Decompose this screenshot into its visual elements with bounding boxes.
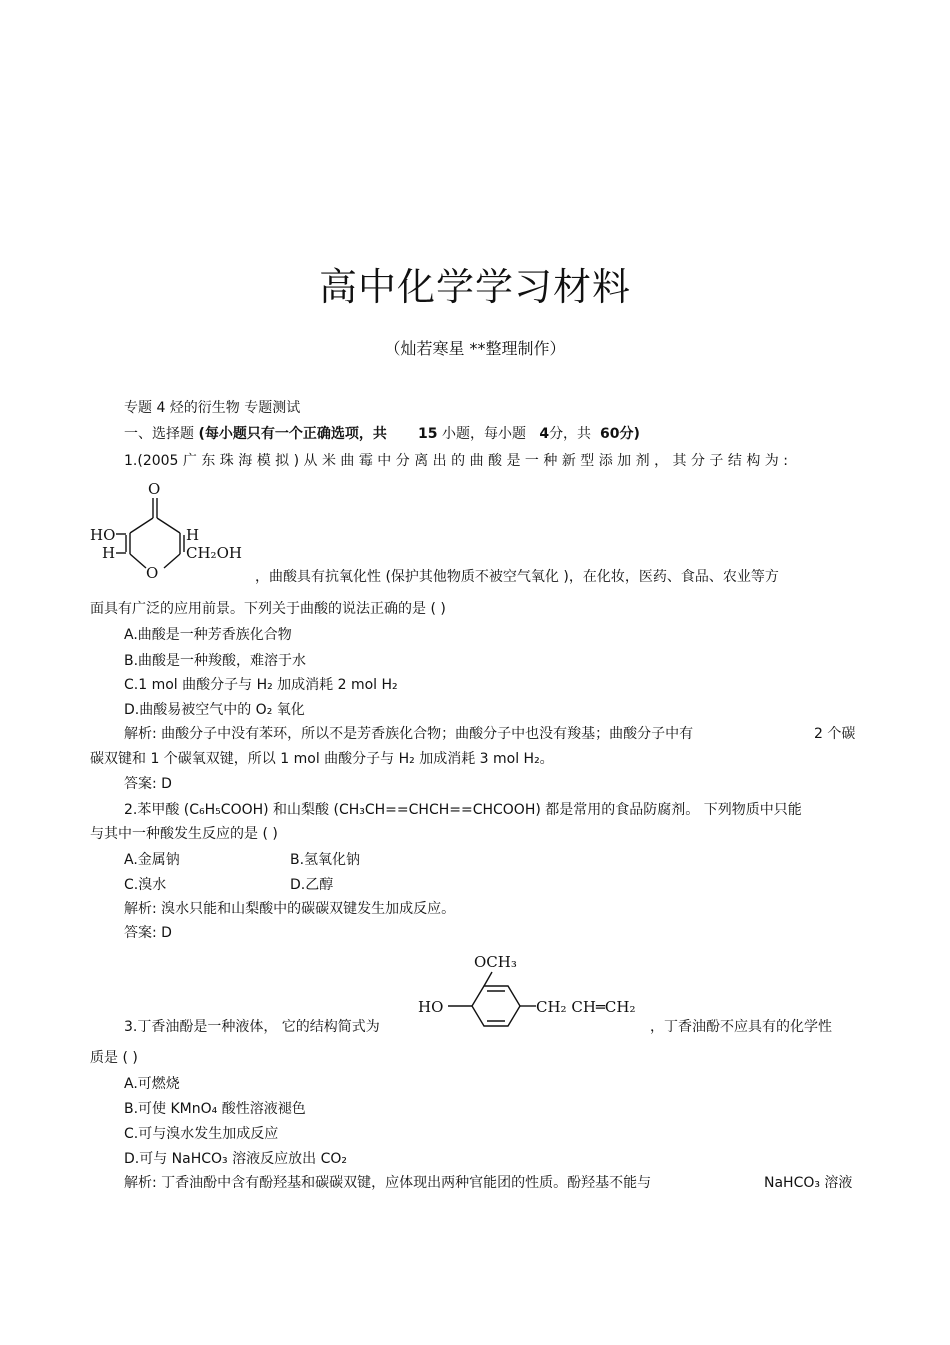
- q3-option-c: C.可与溴水发生加成反应: [124, 1126, 279, 1142]
- q2-stem-line2: 与其中一种酸发生反应的是 ( ): [90, 826, 278, 842]
- struct-o-top: O: [148, 480, 161, 498]
- struct-h-right: H: [186, 526, 200, 544]
- struct-h-left: H: [102, 544, 116, 562]
- section-rule-b: 小题，每小题: [441, 426, 526, 442]
- q3-stem-right: ，丁香油酚不应具有的化学性: [650, 1019, 832, 1035]
- struct-chain: CH₂ CH═CH₂: [536, 998, 636, 1016]
- q3-option-a: A.可燃烧: [124, 1076, 180, 1092]
- section-label: 一、选择题: [124, 426, 199, 442]
- section-heading: [124, 425, 640, 443]
- q1-stem-line3: 面具有广泛的应用前景。下列关于曲酸的说法正确的是 ( ): [90, 601, 446, 617]
- struct-o-ring: O: [146, 564, 159, 582]
- page-subtitle: （灿若寒星 **整理制作）: [384, 339, 566, 358]
- q3-stem-left: 3.丁香油酚是一种液体， 它的结构简式为: [124, 1019, 380, 1035]
- q2-option-c: C.溴水: [124, 877, 167, 893]
- q1-option-a: A.曲酸是一种芳香族化合物: [124, 627, 292, 643]
- struct-ho: HO: [90, 526, 116, 544]
- section-rule-d: 分): [619, 426, 640, 442]
- q1-option-d: D.曲酸易被空气中的 O₂ 氧化: [124, 702, 305, 718]
- struct-ho: HO: [418, 998, 444, 1016]
- q2-answer: 答案: D: [124, 925, 172, 941]
- section-rule-a: (每小题只有一个正确选项，共: [198, 426, 387, 442]
- struct-ring: [448, 972, 536, 1026]
- struct-bonds: [116, 498, 184, 568]
- kojic-acid-structure: [88, 478, 258, 584]
- q2-stem-line1: 2.苯甲酸 (C₆H₅COOH) 和山梨酸 (CH₃CH==CHCH==CHCOOH) 都是常用的食品防腐剂。 下列物质中只能: [124, 802, 802, 818]
- q3-analysis-right: NaHCO₃ 溶液: [764, 1175, 853, 1191]
- q2-option-d: D.乙醇: [290, 877, 334, 893]
- q2-option-a: A.金属钠: [124, 852, 180, 868]
- eugenol-structure: [414, 950, 652, 1032]
- topic-heading: 专题 4 烃的衍生物 专题测试: [124, 400, 301, 416]
- q2-option-b: B.氢氧化钠: [290, 852, 361, 868]
- page-title: 高中化学学习材料: [318, 265, 631, 309]
- section-points: 4: [539, 426, 550, 442]
- q1-analysis-line2: 碳双键和 1 个碳氧双键，所以 1 mol 曲酸分子与 H₂ 加成消耗 3 mol H₂。: [90, 751, 554, 767]
- section-total: 60: [599, 426, 620, 442]
- q1-analysis-right: 2 个碳: [814, 726, 856, 742]
- section-count: 15: [418, 426, 438, 442]
- struct-och3: OCH₃: [474, 953, 517, 971]
- q3-option-b: B.可使 KMnO₄ 酸性溶液褪色: [124, 1101, 306, 1117]
- q1-answer: 答案: D: [124, 776, 172, 792]
- q3-option-d: D.可与 NaHCO₃ 溶液反应放出 CO₂: [124, 1151, 347, 1167]
- q2-analysis: 解析: 溴水只能和山梨酸中的碳碳双键发生加成反应。: [124, 901, 456, 917]
- q1-stem-line1: 1.(2005 广 东 珠 海 模 拟 ) 从 米 曲 霉 中 分 离 出 的 曲 酸 是 一 种 新 型 添 加 剂 ， 其 分 子 结 构 为 :: [124, 453, 788, 469]
- q1-stem-line2: ，曲酸具有抗氧化性 (保护其他物质不被空气氧化 )，在化妆，医药、食品、农业等方: [255, 569, 779, 585]
- q1-option-c: C.1 mol 曲酸分子与 H₂ 加成消耗 2 mol H₂: [124, 677, 398, 693]
- q1-analysis-line1: 解析: 曲酸分子中没有苯环，所以不是芳香族化合物；曲酸分子中也没有羧基；曲酸分子中有: [124, 726, 694, 742]
- q3-analysis-line1: 解析: 丁香油酚中含有酚羟基和碳碳双键，应体现出两种官能团的性质。酚羟基不能与: [124, 1175, 652, 1191]
- struct-ch2oh: CH₂OH: [186, 544, 242, 562]
- section-rule-c: 分，共: [549, 426, 592, 442]
- q1-option-b: B.曲酸是一种羧酸，难溶于水: [124, 653, 307, 669]
- q3-stem-line2: 质是 ( ): [90, 1050, 138, 1066]
